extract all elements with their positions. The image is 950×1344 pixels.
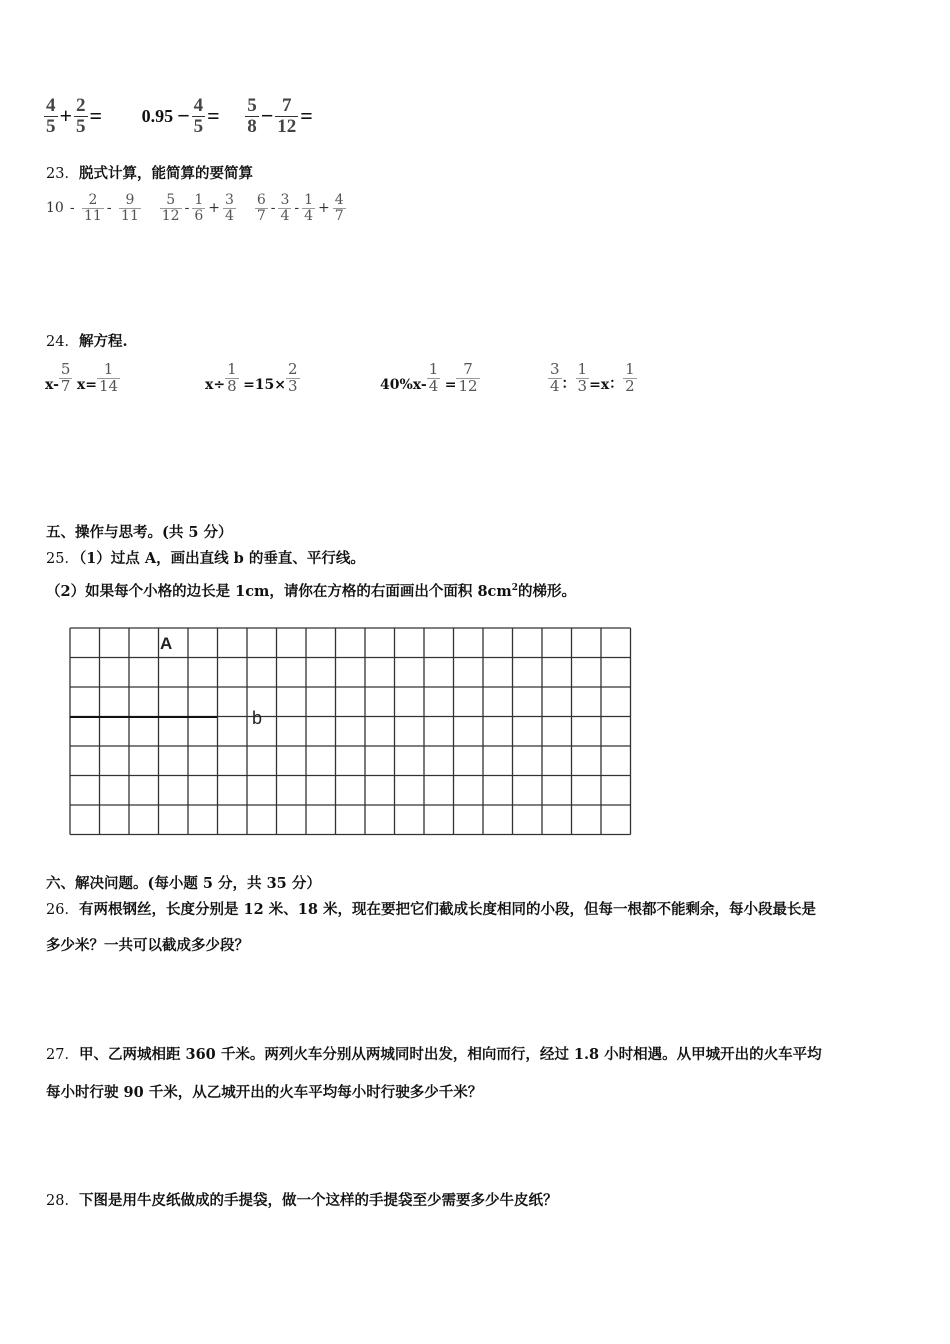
fraction [119, 193, 141, 223]
numerator: 2 [88, 192, 98, 208]
numerator: 7 [281, 95, 292, 116]
question-27-line-1 [46, 1043, 822, 1064]
operator: + [208, 200, 220, 217]
fraction [192, 96, 206, 137]
equals-sign: = [89, 103, 103, 129]
equation-text: =x [589, 376, 610, 393]
numerator: 6 [256, 192, 266, 208]
fraction [59, 362, 73, 395]
operator: - [294, 200, 300, 217]
fraction [245, 96, 259, 137]
equation-text: x÷ [205, 376, 226, 393]
question-text: 解方程. [78, 333, 128, 350]
question-number: 27． [46, 1047, 79, 1063]
fraction [278, 193, 291, 223]
question-text: （1）过点 A，画出直线 b 的垂直、平行线。 [78, 550, 365, 567]
numerator: 5 [166, 192, 176, 208]
superscript: 2 [511, 583, 518, 594]
question-text: 下图是用牛皮纸做成的手提袋，做一个这样的手提袋至少需要多少牛皮纸？ [78, 1192, 558, 1209]
q23-expr-2 [160, 192, 241, 224]
fraction [427, 362, 441, 395]
numerator: 1 [103, 360, 114, 378]
fraction [275, 96, 298, 137]
denominator: 7 [60, 376, 71, 395]
denominator: 6 [194, 207, 204, 224]
question-25-part-1 [46, 547, 365, 568]
operator: - [184, 200, 190, 217]
numerator: 1 [428, 360, 439, 378]
decimal-number: 0.95 [141, 105, 174, 126]
question-25-part-2 [46, 580, 576, 601]
equation-text: 40%x- [380, 376, 427, 393]
q23-expr-1 [46, 192, 145, 224]
question-text: 的梯形。 [517, 583, 576, 600]
ratio-colon: ： [561, 375, 576, 392]
equation-2 [205, 362, 300, 395]
denominator: 4 [224, 207, 234, 224]
number: 10 [46, 200, 64, 217]
question-text: 脱式计算，能简算的要简算 [78, 165, 253, 182]
fraction [576, 362, 590, 395]
numerator: 1 [625, 360, 635, 378]
numerator: 4 [334, 192, 344, 208]
numerator: 3 [280, 192, 290, 208]
fraction [623, 362, 637, 395]
equals-sign: = [300, 103, 313, 129]
denominator: 5 [76, 115, 86, 137]
numerator: 1 [194, 192, 204, 208]
numerator: 1 [227, 360, 237, 378]
grid-lines [70, 628, 631, 835]
denominator: 3 [577, 376, 588, 395]
fraction [74, 96, 88, 137]
q23-expr-3 [255, 192, 346, 224]
denominator: 4 [428, 376, 439, 395]
equation-text: = [444, 376, 457, 393]
denominator: 4 [304, 207, 314, 224]
numerator: 1 [577, 360, 588, 378]
numerator: 1 [304, 192, 314, 208]
equals-sign: = [207, 103, 220, 129]
section-5-title: 五、操作与思考。(共 5 分） [46, 524, 233, 541]
line-b-label: b [252, 708, 263, 728]
section-6-title: 六、解决问题。(每小题 5 分，共 35 分） [46, 875, 321, 892]
equation-1 [45, 362, 120, 395]
denominator: 14 [99, 376, 119, 395]
fraction [333, 193, 346, 223]
fraction [160, 193, 182, 223]
numerator: 4 [46, 95, 56, 116]
denominator: 8 [227, 376, 237, 395]
numerator: 7 [463, 360, 473, 378]
fraction-expr-3 [245, 95, 315, 137]
fraction [223, 193, 236, 223]
denominator: 8 [247, 115, 257, 137]
denominator: 12 [458, 376, 478, 395]
numerator: 3 [224, 192, 234, 208]
numerator: 9 [125, 192, 135, 208]
ratio-colon: ： [609, 375, 624, 392]
fraction [97, 362, 120, 395]
fraction [456, 362, 479, 395]
denominator: 12 [277, 115, 297, 137]
denominator: 5 [193, 115, 204, 137]
fraction [44, 96, 58, 137]
question-number: 28． [46, 1193, 79, 1209]
question-number: 23． [46, 166, 79, 182]
fraction [192, 193, 205, 223]
question-text: 有两根钢丝，长度分别是 12 米、18 米，现在要把它们截成长度相同的小段，但每一根都不能剩余，每小段最长是 [78, 901, 816, 918]
equation-3 [380, 362, 480, 395]
question-26-line-1 [46, 898, 816, 919]
operator: - [106, 200, 112, 217]
question-27-line-2: 每小时行驶 90 千米，从乙城开出的火车平均每小时行驶多少千米？ [46, 1084, 483, 1101]
numerator: 4 [193, 95, 204, 116]
denominator: 11 [121, 207, 139, 224]
question-23 [46, 162, 253, 183]
operator: - [270, 200, 276, 217]
fraction [302, 193, 315, 223]
denominator: 5 [46, 115, 56, 137]
fraction-expr-2 [140, 95, 227, 137]
question-26-line-2: 多少米？一共可以截成多少段？ [46, 937, 249, 954]
numerator: 5 [247, 95, 257, 116]
fraction [255, 193, 268, 223]
question-24 [46, 330, 128, 351]
denominator: 4 [280, 207, 290, 224]
fraction-row [44, 96, 315, 137]
square-grid-figure [60, 620, 640, 860]
numerator: 5 [60, 360, 71, 378]
operator: + [59, 103, 73, 129]
fraction [82, 193, 104, 223]
fraction [286, 362, 300, 395]
q23-expressions [46, 193, 346, 223]
equation-text: x- [45, 376, 59, 393]
denominator: 7 [256, 207, 266, 224]
denominator: 11 [84, 207, 102, 224]
fraction [225, 362, 239, 395]
question-text: 甲、乙两城相距 360 千米。两列火车分别从两城同时出发，相向而行，经过 1.8 小时相遇。从甲城开出的火车平均 [78, 1046, 822, 1063]
denominator: 2 [625, 376, 635, 395]
question-number: 24． [46, 334, 79, 350]
operator: + [318, 200, 330, 217]
equation-text: x= [76, 376, 97, 393]
equation-text: =15× [243, 376, 287, 393]
operator: − [260, 103, 274, 129]
fraction-expr-1 [44, 95, 109, 137]
denominator: 12 [161, 207, 180, 224]
numerator: 3 [550, 360, 560, 378]
question-28 [46, 1189, 557, 1210]
question-number: 25． [46, 551, 79, 567]
numerator: 2 [76, 95, 86, 116]
point-a-label: A [160, 634, 173, 653]
operator: − [177, 103, 190, 129]
denominator: 7 [334, 207, 344, 224]
question-text: （2）如果每个小格的边长是 1cm，请你在方格的右面画出个面积 8cm [46, 583, 512, 600]
equation-4 [548, 362, 637, 395]
denominator: 3 [288, 376, 298, 395]
denominator: 4 [550, 376, 560, 395]
question-number: 26． [46, 902, 79, 918]
numerator: 2 [288, 360, 298, 378]
fraction [548, 362, 562, 395]
operator: - [69, 200, 75, 217]
